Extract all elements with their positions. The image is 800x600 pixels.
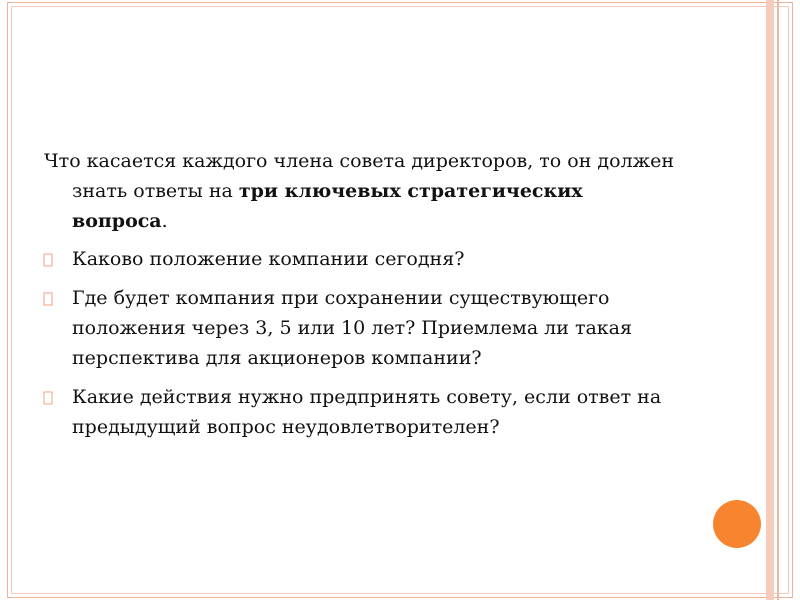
right-decorative-line xyxy=(777,0,779,600)
right-decorative-bar xyxy=(766,0,774,600)
bullet-item xyxy=(44,382,684,442)
slide-content xyxy=(44,146,684,451)
bullet-text: Где будет компания при сохранении существующего положения через 3, 5 или 10 лет? Приемлема ли такая перспектива для акционеров компании? xyxy=(72,287,632,369)
hollow-square-bullet-icon xyxy=(42,391,54,405)
intro-paragraph xyxy=(44,146,684,236)
bullet-text: Каково положение компании сегодня? xyxy=(72,248,465,270)
hollow-square-bullet-icon xyxy=(42,292,54,306)
intro-trailing-text: . xyxy=(161,210,168,232)
bullet-text: Какие действия нужно предпринять совету, если ответ на предыдущий вопрос неудовлетворителен? xyxy=(72,386,662,438)
intro-text: Что касается каждого члена совета директоров, то он должен знать ответы на xyxy=(44,150,675,202)
intro-bold-text: три ключевых стратегических вопроса xyxy=(72,180,583,232)
bullet-item xyxy=(44,244,684,274)
orange-circle-decoration xyxy=(713,500,761,548)
bullet-item xyxy=(44,283,684,373)
hollow-square-bullet-icon xyxy=(42,253,54,267)
